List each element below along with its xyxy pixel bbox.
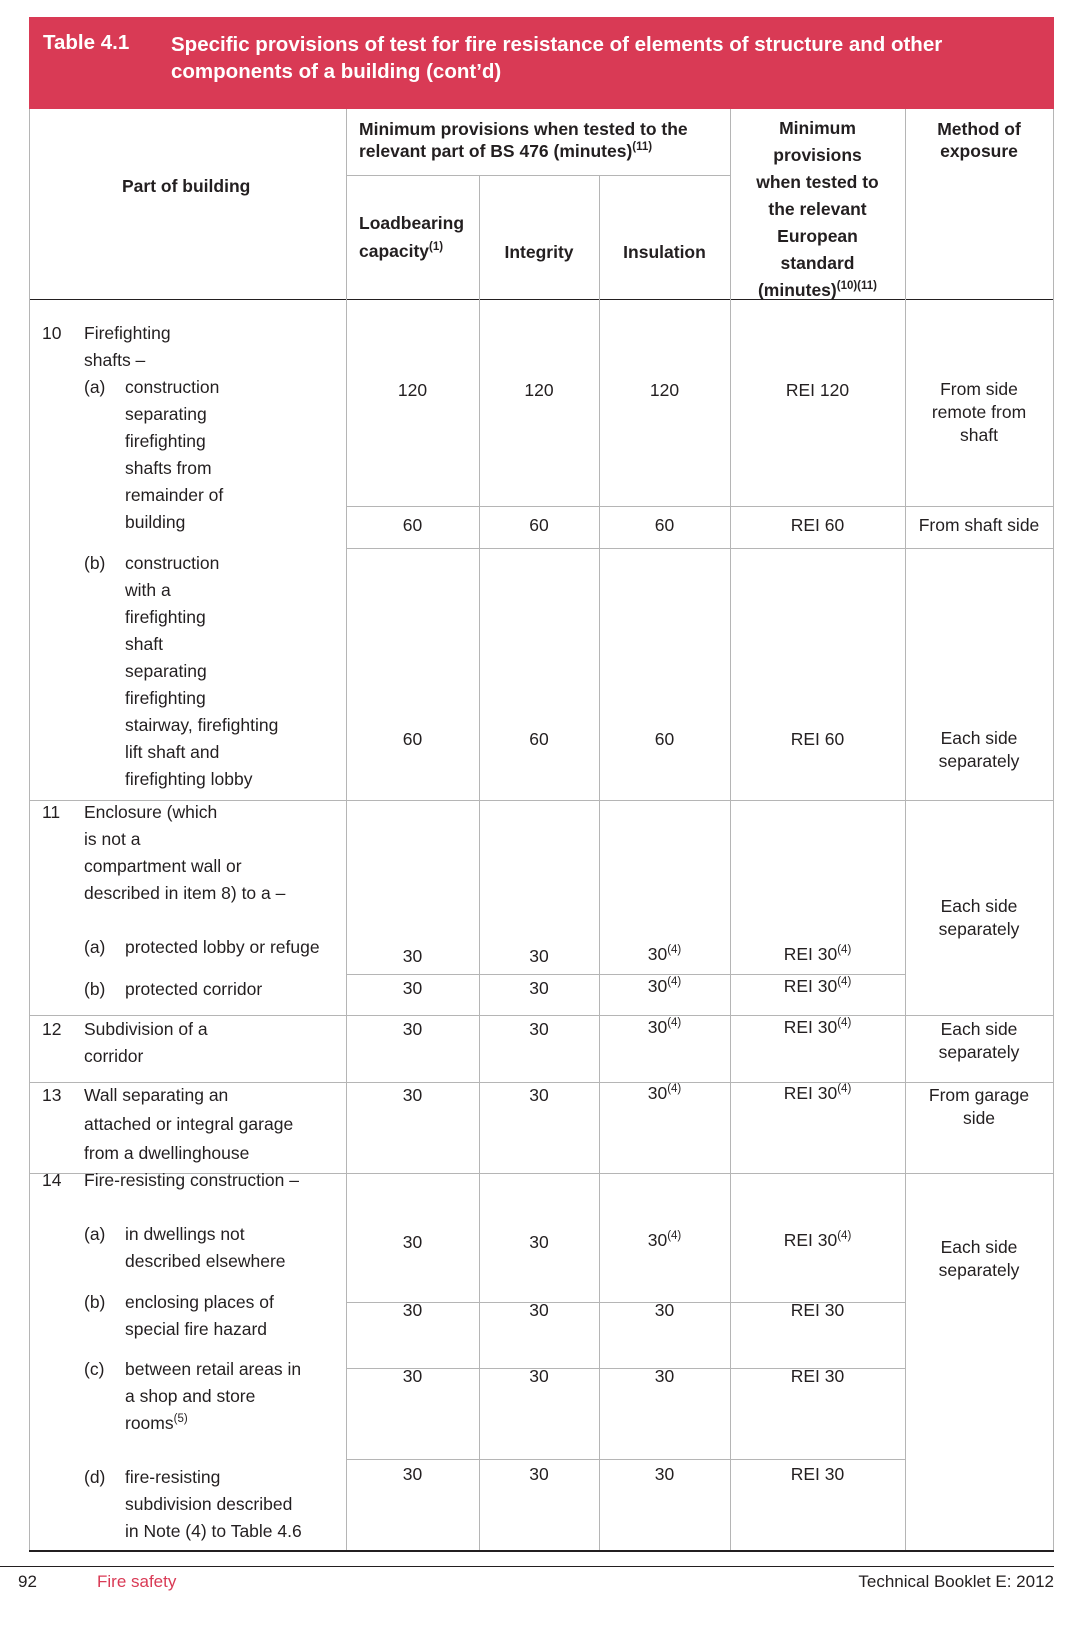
cell-european: REI 30$^{(4)}$: [783, 1230, 852, 1250]
cell-exposure: From garage side: [928, 1085, 1030, 1128]
header-loadbearing-line2: capacity$^{(1)}$: [359, 241, 444, 261]
part-text: protected lobby or refuge: [125, 937, 320, 957]
header-part-of-building: Part of building: [122, 176, 251, 196]
item-letter: (a): [84, 1224, 106, 1244]
cell-european: REI 120: [785, 380, 850, 400]
cell-loadbearing: 30: [402, 1464, 423, 1484]
item-letter: (c): [84, 1359, 105, 1379]
part-text: remainder of: [125, 485, 224, 505]
cell-integrity: 30: [529, 1464, 549, 1484]
cell-integrity: 120: [524, 380, 554, 400]
cell-loadbearing: 30: [402, 1019, 423, 1039]
part-text: shaft: [125, 634, 163, 654]
part-text: between retail areas in: [125, 1359, 302, 1379]
cell-integrity: 30: [529, 1019, 549, 1039]
part-text: firefighting: [125, 431, 206, 451]
booklet-title: Technical Booklet E: 2012: [858, 1572, 1054, 1591]
cell-integrity: 30: [529, 946, 549, 966]
cell-integrity: 30: [529, 978, 549, 998]
cell-loadbearing: 60: [402, 729, 423, 749]
cell-european: REI 30$^{(4)}$: [783, 1017, 852, 1037]
part-text: fire-resisting: [125, 1467, 221, 1487]
section-name: Fire safety: [97, 1572, 177, 1591]
part-text: stairway, firefighting: [125, 715, 279, 735]
cell-european: REI 30: [790, 1300, 845, 1320]
cell-insulation: 120: [649, 380, 680, 400]
cell-european: REI 30$^{(4)}$: [783, 1083, 852, 1103]
part-text: compartment wall or: [84, 856, 242, 876]
cell-integrity: 60: [529, 729, 549, 749]
cell-insulation: 30$^{(4)}$: [647, 1017, 682, 1037]
cell-integrity: 30: [529, 1300, 549, 1320]
part-text: Enclosure (which: [84, 802, 218, 822]
header-insulation: Insulation: [623, 242, 706, 262]
cell-insulation: 30: [654, 1366, 675, 1386]
part-text: Subdivision of a: [84, 1019, 208, 1039]
cell-loadbearing: 30: [402, 1366, 423, 1386]
cell-exposure: Each side separately: [938, 896, 1020, 939]
part-text: protected corridor: [125, 979, 263, 999]
part-text: rooms$^{(5)}$: [125, 1413, 188, 1433]
row-number: 10: [42, 323, 62, 343]
cell-loadbearing: 30: [402, 946, 423, 966]
part-text: in Note (4) to Table 4.6: [125, 1521, 302, 1541]
part-text: a shop and store: [125, 1386, 256, 1406]
part-text: with a: [125, 580, 171, 600]
part-text: corridor: [84, 1046, 144, 1066]
cell-insulation: 60: [654, 515, 675, 535]
cell-exposure: From side remote from shaft: [931, 379, 1027, 445]
cell-european: REI 60: [790, 729, 845, 749]
cell-insulation: 30$^{(4)}$: [647, 976, 682, 996]
header-loadbearing-line1: Loadbearing: [359, 213, 465, 233]
part-text: shafts from: [125, 458, 212, 478]
row-number: 13: [42, 1085, 62, 1105]
cell-european: REI 30$^{(4)}$: [783, 944, 852, 964]
item-letter: (b): [84, 979, 106, 999]
part-text: Firefighting: [84, 323, 171, 343]
cell-insulation: 30: [654, 1300, 675, 1320]
header-integrity: Integrity: [504, 242, 574, 262]
part-text: Fire-resisting construction –: [84, 1170, 299, 1190]
cell-insulation: 30$^{(4)}$: [647, 944, 682, 964]
cell-exposure: From shaft side: [918, 515, 1040, 535]
row-number: 14: [42, 1170, 62, 1190]
item-letter: (b): [84, 553, 106, 573]
item-letter: (a): [84, 937, 106, 957]
part-text: lift shaft and: [125, 742, 220, 762]
part-text: described elsewhere: [125, 1251, 286, 1271]
part-text: construction: [125, 377, 220, 397]
part-text: building: [125, 512, 186, 532]
item-letter: (a): [84, 377, 106, 397]
cell-insulation: 30$^{(4)}$: [647, 1083, 682, 1103]
header-bs476-group: Minimum provisions when tested to the relevant part of BS 476 (minutes)$^{(11)}$: [359, 119, 688, 161]
part-text: firefighting: [125, 607, 206, 627]
part-text: separating: [125, 404, 207, 424]
cell-integrity: 30: [529, 1366, 549, 1386]
part-text: separating: [125, 661, 207, 681]
cell-european: REI 60: [790, 515, 845, 535]
cell-loadbearing: 30: [402, 1232, 423, 1252]
cell-exposure: Each side separately: [938, 1237, 1020, 1280]
cell-integrity: 30: [529, 1085, 549, 1105]
page-number: 92: [18, 1572, 37, 1591]
cell-insulation: 30: [654, 1464, 675, 1484]
cell-exposure: Each side separately: [938, 728, 1020, 771]
part-text: enclosing places of: [125, 1292, 274, 1312]
part-text: described in item 8) to a –: [84, 883, 286, 903]
cell-loadbearing: 30: [402, 1300, 423, 1320]
table-number: Table 4.1: [43, 31, 130, 54]
cell-integrity: 30: [529, 1232, 549, 1252]
cell-integrity: 60: [529, 515, 549, 535]
part-text: construction: [125, 553, 220, 573]
cell-exposure: Each side separately: [938, 1019, 1020, 1062]
part-text: attached or integral garage: [84, 1114, 294, 1134]
item-letter: (d): [84, 1467, 106, 1487]
part-text: special fire hazard: [125, 1319, 268, 1339]
cell-insulation: 30$^{(4)}$: [647, 1230, 682, 1250]
cell-loadbearing: 60: [402, 515, 423, 535]
row-number: 11: [42, 802, 61, 822]
cell-loadbearing: 30: [402, 1085, 423, 1105]
table-title: Specific provisions of test for fire resistance of elements of structure and other components of a building (cont’d): [171, 33, 943, 83]
cell-loadbearing: 120: [397, 380, 428, 400]
part-text: subdivision described: [125, 1494, 293, 1514]
cell-european: REI 30: [790, 1366, 845, 1386]
part-text: Wall separating an: [84, 1085, 229, 1105]
part-text: in dwellings not: [125, 1224, 245, 1244]
part-text: firefighting: [125, 688, 206, 708]
header-european: Minimum provisions when tested to the relevant European standard (minutes)$^{(10)(11)}$: [756, 118, 879, 300]
row-number: 12: [42, 1019, 62, 1039]
item-letter: (b): [84, 1292, 106, 1312]
cell-insulation: 60: [654, 729, 675, 749]
cell-loadbearing: 30: [402, 978, 423, 998]
part-text: shafts –: [84, 350, 146, 370]
header-method-of-exposure: Method of exposure: [937, 119, 1021, 161]
cell-european: REI 30$^{(4)}$: [783, 976, 852, 996]
part-text: from a dwellinghouse: [84, 1143, 250, 1163]
part-text: firefighting lobby: [125, 769, 253, 789]
part-text: is not a: [84, 829, 141, 849]
cell-european: REI 30: [790, 1464, 845, 1484]
